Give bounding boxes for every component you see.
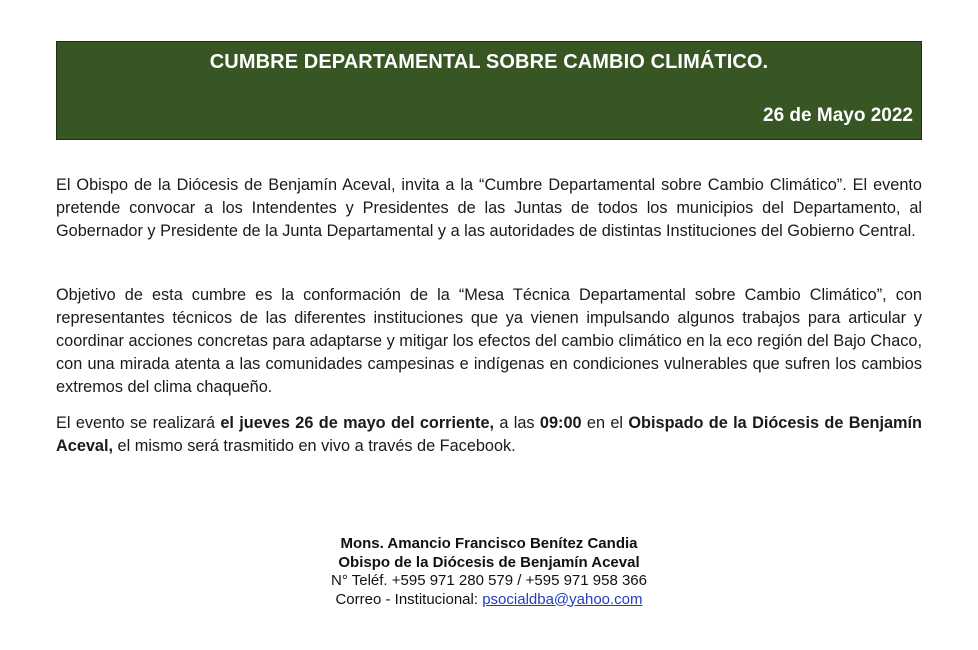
phone-line: N° Teléf. +595 971 280 579 / +595 971 958 366 (331, 572, 647, 589)
document-date: 26 de Mayo 2022 (763, 105, 913, 126)
email-line (0, 591, 978, 610)
paragraph-invitation: El Obispo de la Diócesis de Benjamín Aceval, invita a la “Cumbre Departamental sobre Cambio Climático”. El evento pretende convocar a los Intendentes y Presidentes de las Juntas de todos los municipios del Departamento, al Gobernador y Presidente de la Junta Departamental y a las autoridades de distintas Instituciones del Gobierno Central. (56, 176, 922, 240)
event-date-bold: el jueves 26 de mayo del corriente, (220, 414, 495, 432)
event-place-bold: Obispado de la Diócesis de Benjamín Aceval, (56, 414, 922, 455)
signatory-name: Mons. Amancio Francisco Benítez Candia (340, 535, 638, 552)
signature-block (0, 535, 978, 609)
paragraph-objective: Objetivo de esta cumbre es la conformación de la “Mesa Técnica Departamental sobre Cambio Climático”, con representantes técnicos de las diferentes instituciones que ya vienen impulsando algunos trabajos para articular y coordinar acciones concretas para adaptarse y mitigar los efectos del cambio climático en la eco región del Bajo Chaco, con una mirada atenta a las comunidades campesinas e indígenas en condiciones vulnerables que sufren los cambios extremos del clima chaqueño. (56, 286, 922, 396)
signatory-role: Obispo de la Diócesis de Benjamín Aceval (338, 553, 640, 571)
event-text-4: el mismo será trasmitido en vivo a través de Facebook. (113, 437, 516, 455)
event-text-1: El evento se realizará (56, 414, 221, 432)
email-link[interactable]: psocialdba@yahoo.com (482, 590, 643, 608)
email-label: Correo - Institucional: (335, 590, 483, 608)
header-banner (56, 41, 922, 140)
event-text-3: en el (581, 414, 629, 432)
event-text-2: a las (494, 414, 540, 432)
event-time-bold: 09:00 (539, 414, 582, 432)
document-title: CUMBRE DEPARTAMENTAL SOBRE CAMBIO CLIMÁTICO. (209, 51, 769, 73)
paragraph-event-details (56, 412, 922, 458)
